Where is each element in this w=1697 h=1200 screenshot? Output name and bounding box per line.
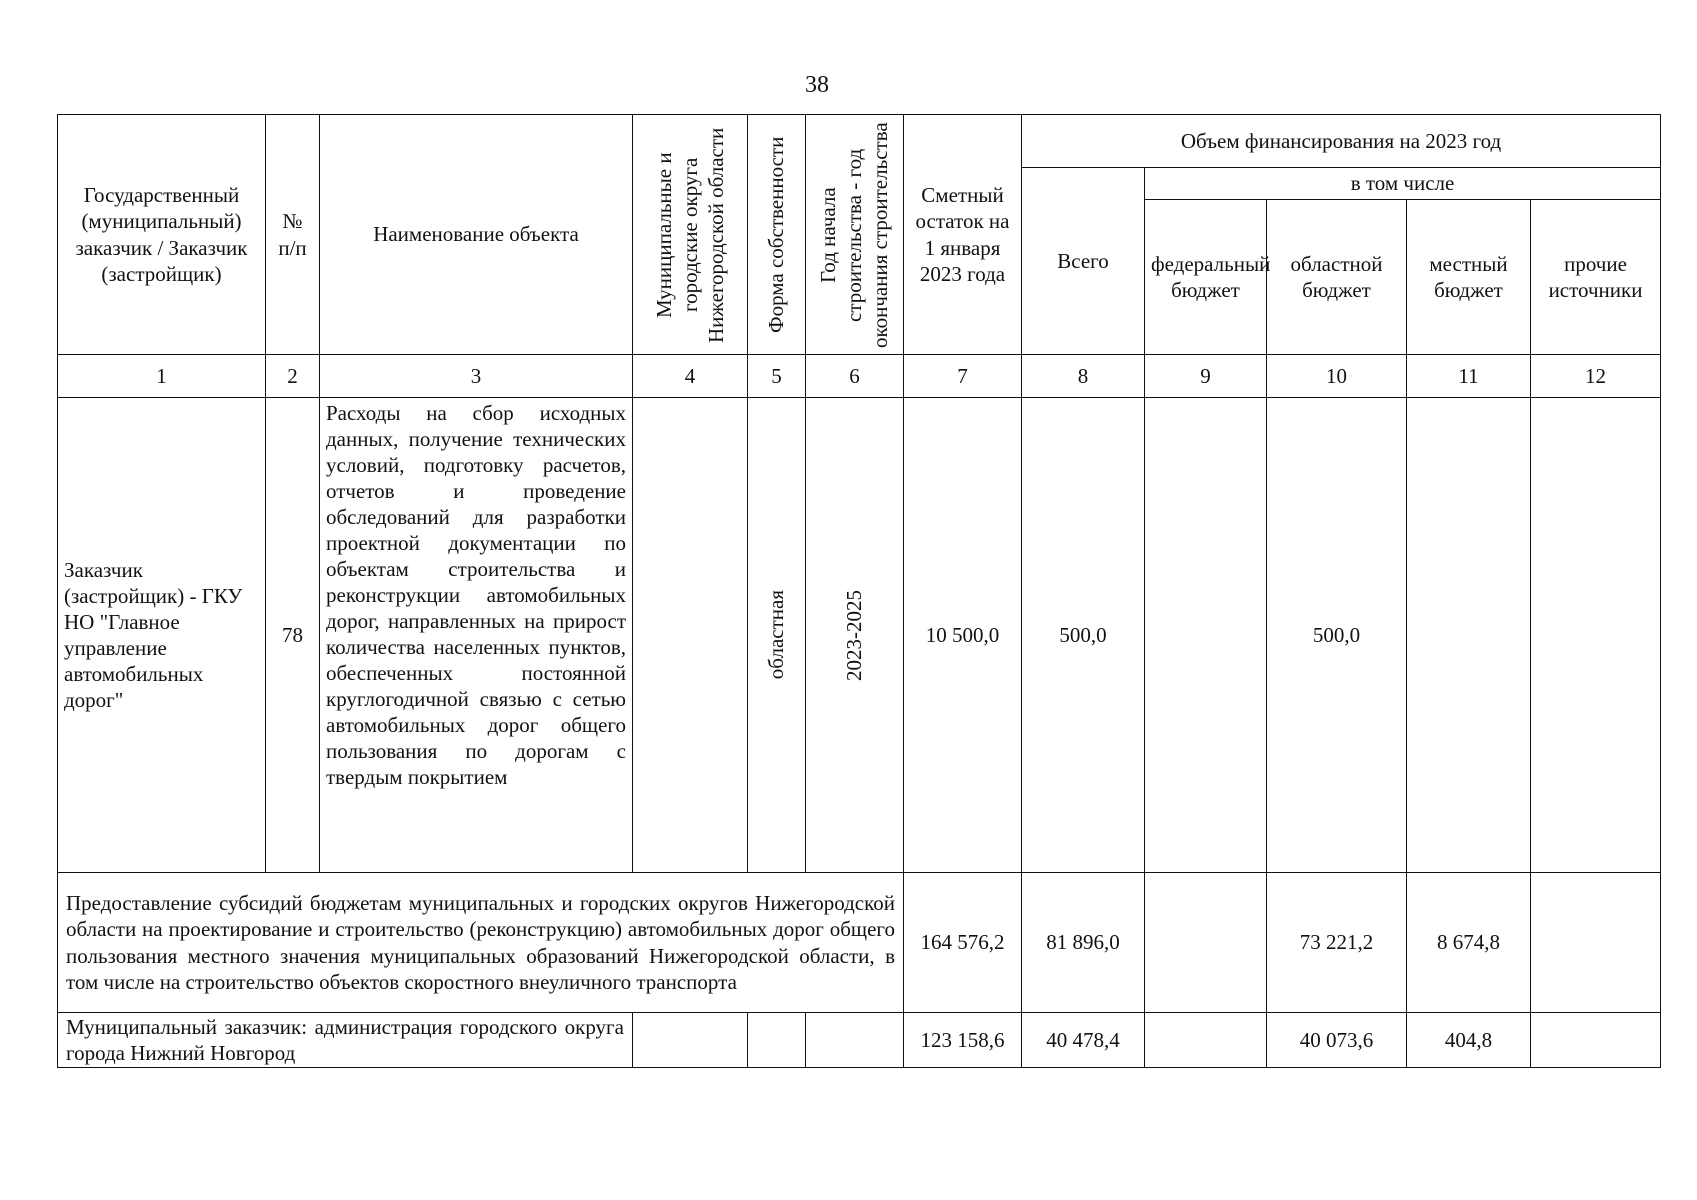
row-number: 78: [266, 398, 320, 873]
header-customer: Государственный (муниципальный) заказчик / Заказчик (застройщик): [58, 115, 266, 355]
row-municipal-title: Муниципальный заказчик: администрация городского округа города Нижний Новгород: [58, 1013, 633, 1068]
header-other: прочие источники: [1531, 200, 1661, 355]
column-number: 6: [806, 355, 904, 398]
header-including: в том числе: [1145, 168, 1661, 200]
row-total: 40 478,4: [1022, 1013, 1145, 1068]
row-customer: Заказчик (застройщик) - ГКУ НО "Главное управление автомобильных дорог": [58, 398, 266, 873]
row-federal: [1145, 398, 1267, 873]
header-federal: федеральный бюджет: [1145, 200, 1267, 355]
investment-table: [57, 114, 1661, 1068]
row-regional: 73 221,2: [1267, 873, 1407, 1013]
column-number: 12: [1531, 355, 1661, 398]
row-estimate: 164 576,2: [904, 873, 1022, 1013]
row-other: [1531, 1013, 1661, 1068]
header-regional: областной бюджет: [1267, 200, 1407, 355]
column-number: 1: [58, 355, 266, 398]
header-years-label: Год начала строительства - год окончания строительства: [816, 121, 893, 348]
header-districts-label: Муниципальные и городские округа Нижегородской области: [651, 126, 729, 343]
column-number-row: [58, 355, 1661, 398]
row-total: 500,0: [1022, 398, 1145, 873]
row-ownership: [748, 1013, 806, 1068]
header-object-name: Наименование объекта: [320, 115, 633, 355]
row-estimate: 10 500,0: [904, 398, 1022, 873]
row-total: 81 896,0: [1022, 873, 1145, 1013]
table-row: [58, 1013, 1661, 1068]
row-object-name: Расходы на сбор исходных данных, получение технических условий, подготовку расчетов, отчетов и проведение обследований для разработки проектной документации по объектам строительства и реконструкции автомобильных дорог, направленных на прирост количества населенных пунктов, обеспеченных постоянной круглогодичной связью с сетью автомобильных дорог общего пользования по дорогам с твердым покрытием: [320, 398, 633, 873]
table-row: [58, 873, 1661, 1013]
header-num: № п/п: [266, 115, 320, 355]
header-districts: [633, 115, 748, 355]
row-other: [1531, 398, 1661, 873]
header-total: Всего: [1022, 168, 1145, 355]
row-years: [806, 1013, 904, 1068]
row-ownership: областная: [764, 590, 789, 680]
row-ownership-cell: [748, 398, 806, 873]
header-ownership-label: Форма собственности: [764, 136, 789, 333]
row-regional: 500,0: [1267, 398, 1407, 873]
column-number: 11: [1407, 355, 1531, 398]
page-number: 38: [805, 72, 829, 98]
row-years-cell: [806, 398, 904, 873]
row-federal: [1145, 873, 1267, 1013]
header-local: местный бюджет: [1407, 200, 1531, 355]
header-ownership: [748, 115, 806, 355]
row-district: [633, 398, 748, 873]
row-local: [1407, 398, 1531, 873]
table-row: [58, 398, 1661, 873]
row-regional: 40 073,6: [1267, 1013, 1407, 1068]
column-number: 10: [1267, 355, 1407, 398]
column-number: 4: [633, 355, 748, 398]
row-estimate: 123 158,6: [904, 1013, 1022, 1068]
row-other: [1531, 873, 1661, 1013]
header-financing: Объем финансирования на 2023 год: [1022, 115, 1661, 168]
row-years: 2023-2025: [842, 589, 867, 681]
column-number: 5: [748, 355, 806, 398]
header-estimate: Сметный остаток на 1 января 2023 года: [904, 115, 1022, 355]
column-number: 3: [320, 355, 633, 398]
row-subsidy-title: Предоставление субсидий бюджетам муниципальных и городских округов Нижегородской области на проектирование и строительство (реконструкцию) автомобильных дорог общего пользования местного значения муниципальных образований Нижегородской области, в том числе на строительство объектов скоростного внеуличного транспорта: [58, 873, 904, 1013]
row-federal: [1145, 1013, 1267, 1068]
column-number: 2: [266, 355, 320, 398]
row-local: 8 674,8: [1407, 873, 1531, 1013]
header-years: [806, 115, 904, 355]
column-number: 7: [904, 355, 1022, 398]
row-district: [633, 1013, 748, 1068]
column-number: 8: [1022, 355, 1145, 398]
row-local: 404,8: [1407, 1013, 1531, 1068]
column-number: 9: [1145, 355, 1267, 398]
